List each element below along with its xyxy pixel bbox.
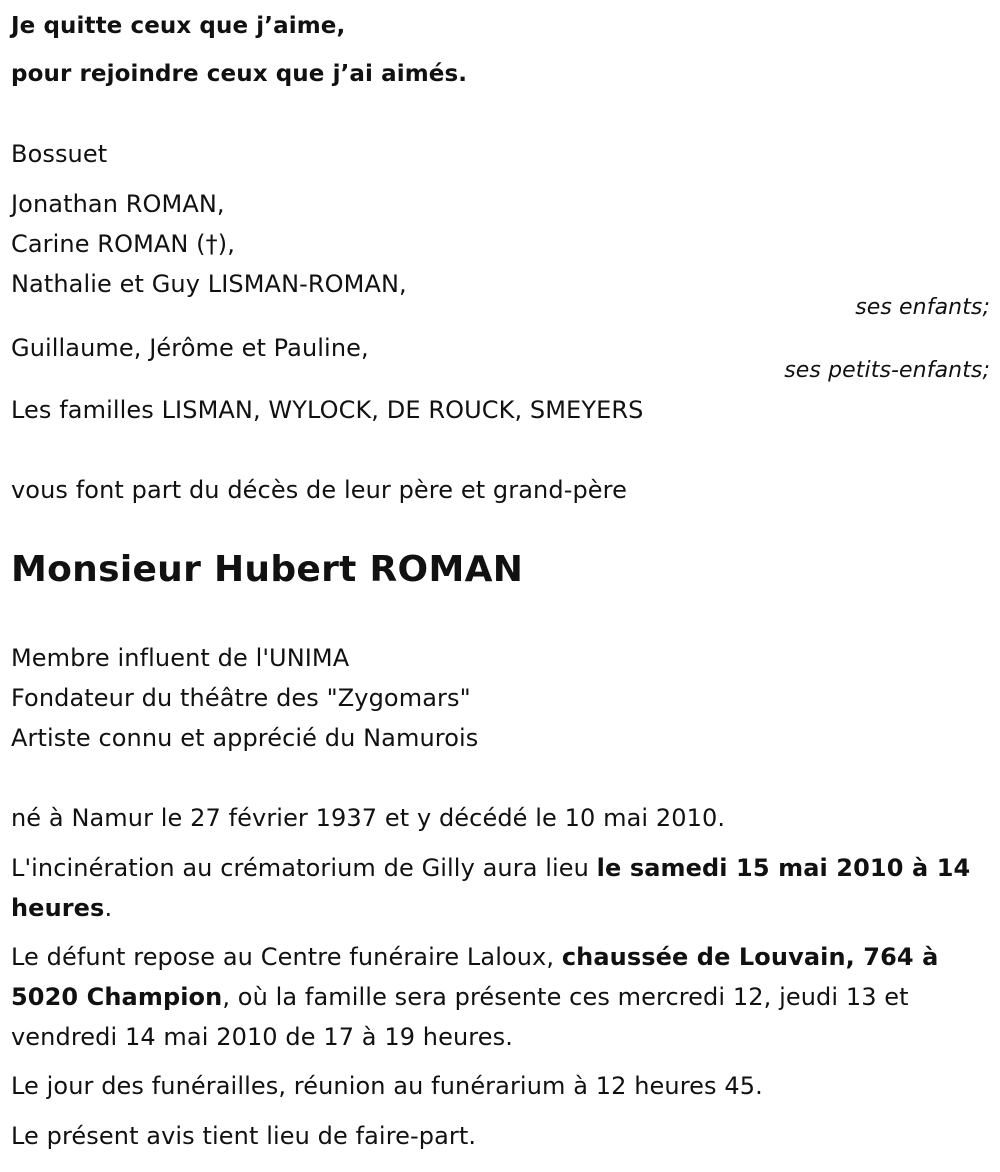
epigraph-line-1: Je quitte ceux que j’aime, [11,13,346,39]
rest-text: Le défunt repose au Centre funéraire Laloux, [11,943,562,971]
cremation-date: le samedi 15 mai 2010 à 14 heures [11,854,971,922]
cremation-text: L'incinération au crématorium de Gilly aura lieu [11,854,597,882]
deceased-name: Monsieur Hubert ROMAN [11,549,524,590]
notice-line: Le présent avis tient lieu de faire-part. [11,1122,477,1150]
grandchildren-relation: ses petits-enfants; [784,358,990,383]
families-line: Les familles LISMAN, WYLOCK, DE ROUCK, SMEYERS [11,396,644,424]
birth-death-line: né à Namur le 27 février 1937 et y décédé le 10 mai 2010. [11,804,726,832]
grandchildren-names: Guillaume, Jérôme et Pauline, [11,334,369,362]
cremation-end: . [104,894,113,922]
rest-paragraph [11,937,990,1057]
epigraph-author: Bossuet [11,140,108,168]
child-name-1: Jonathan ROMAN, [11,190,225,218]
child-name-3: Nathalie et Guy LISMAN-ROMAN, [11,270,407,298]
cremation-paragraph [11,848,990,928]
announcement-line: vous font part du décès de leur père et grand-père [11,476,627,504]
title-line-1: Membre influent de l'UNIMA [11,644,350,672]
epigraph-line-2: pour rejoindre ceux que j’ai aimés. [11,61,468,87]
child-name-2: Carine ROMAN (†), [11,230,235,258]
rest-address: chaussée de Louvain, 764 à 5020 Champion [11,943,939,1011]
rest-end: , où la famille sera présente ces mercredi 12, jeudi 13 et vendredi 14 mai 2010 de 17 à 19 heures. [11,983,909,1051]
title-line-2: Fondateur du théâtre des "Zygomars" [11,684,471,712]
title-line-3: Artiste connu et apprécié du Namurois [11,724,479,752]
funeral-day-line: Le jour des funérailles, réunion au funérarium à 12 heures 45. [11,1072,763,1100]
children-relation: ses enfants; [855,295,990,320]
